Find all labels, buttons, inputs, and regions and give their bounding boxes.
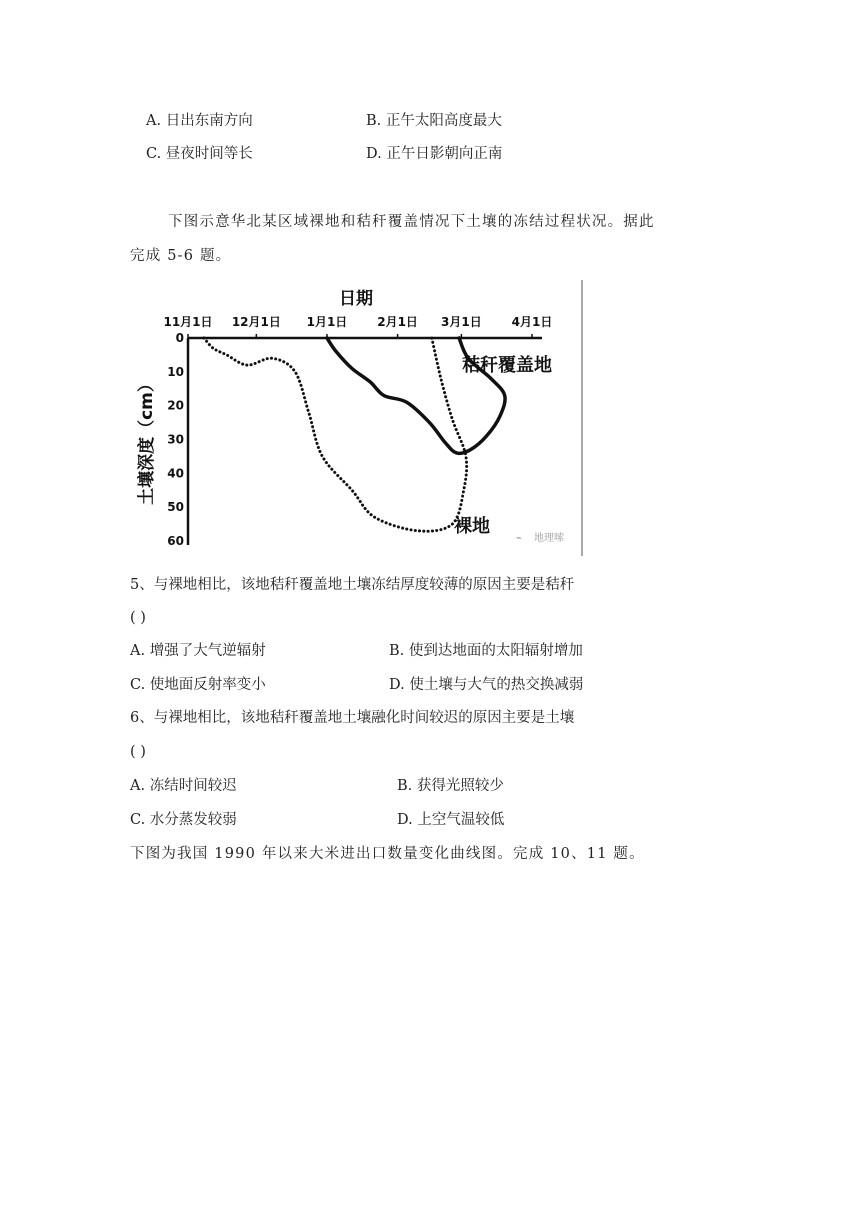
intro-paragraph-2: 下图为我国 1990 年以来大米进出口数量变化曲线图。完成 10、11 题。 — [130, 846, 645, 862]
q4-option-c: C. 昼夜时间等长 — [146, 146, 253, 162]
x-tick-label: 2月1日 — [377, 315, 418, 329]
y-axis-title: 土壤深度（cm） — [137, 375, 157, 505]
intro-paragraph-line2: 完成 5-6 题。 — [130, 248, 232, 264]
watermark-text: 地理嗦 — [534, 533, 564, 544]
y-tick-label: 0 — [175, 331, 184, 345]
intro-paragraph-line1: 下图示意华北某区域裸地和秸秆覆盖情况下土壤的冻结过程状况。据此 — [168, 214, 655, 230]
q6-stem: 6、与裸地相比，该地秸秆覆盖地土壤融化时间较迟的原因主要是土壤 — [130, 710, 575, 726]
q4-option-d: D. 正午日影朝向正南 — [366, 146, 503, 162]
q5-stem: 5、与裸地相比，该地秸秆覆盖地土壤冻结厚度较薄的原因主要是秸秆 — [130, 577, 575, 593]
y-tick-label: 50 — [167, 500, 184, 515]
q5-answer-blank: ( ) — [130, 610, 146, 626]
q6-option-c: C. 水分蒸发较弱 — [130, 812, 237, 828]
y-tick-label: 60 — [167, 534, 184, 548]
y-tick-label: 10 — [167, 364, 184, 379]
bare-ground-curve — [204, 338, 467, 531]
x-tick-label: 4月1日 — [511, 315, 553, 329]
y-tick-label: 40 — [167, 466, 184, 481]
y-tick-label: 30 — [167, 432, 184, 447]
q4-option-b: B. 正午太阳高度最大 — [366, 113, 502, 129]
q6-option-b: B. 获得光照较少 — [397, 778, 504, 794]
straw-covered-label: 秸秆覆盖地 — [462, 355, 552, 376]
x-tick-label: 11月1日 — [163, 315, 213, 329]
y-tick-label: 20 — [167, 398, 184, 413]
q5-option-d: D. 使土壤与大气的热交换减弱 — [389, 677, 584, 693]
q6-option-a: A. 冻结时间较迟 — [130, 778, 237, 794]
q5-option-b: B. 使到达地面的太阳辐射增加 — [389, 643, 583, 659]
x-tick-label: 12月1日 — [231, 315, 281, 329]
q5-option-a: A. 增强了大气逆辐射 — [130, 643, 266, 659]
bare-ground-label: 裸地 — [454, 516, 490, 537]
q5-option-c: C. 使地面反射率变小 — [130, 677, 266, 693]
x-axis-title: 日期 — [339, 289, 373, 309]
soil-freeze-chart — [130, 280, 590, 562]
q6-answer-blank: ( ) — [130, 744, 146, 760]
q4-option-a: A. 日出东南方向 — [146, 113, 253, 129]
x-tick-label: 1月1日 — [306, 315, 348, 329]
q6-option-d: D. 上空气温较低 — [397, 812, 505, 828]
watermark-icon: ⌁ — [516, 533, 523, 544]
x-tick-label: 3月1日 — [441, 315, 482, 329]
